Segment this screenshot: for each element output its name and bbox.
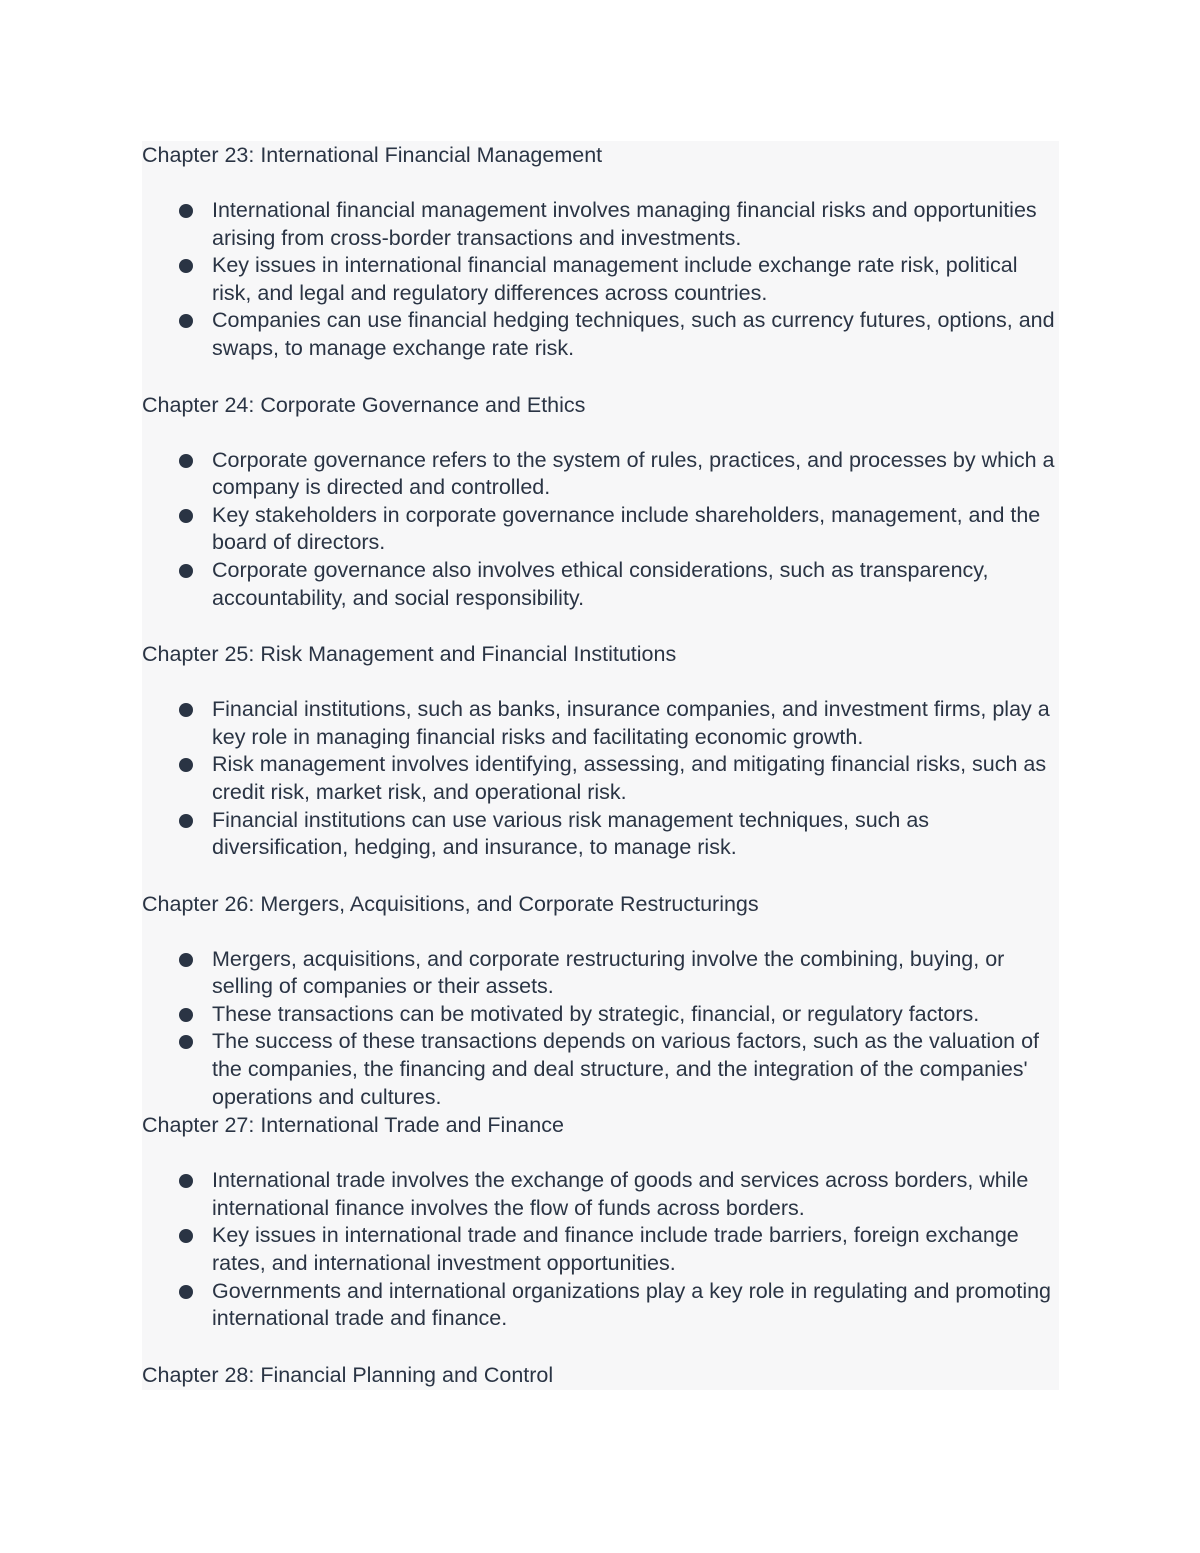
list-item <box>176 807 1059 862</box>
list-item <box>176 751 1059 806</box>
list-item-text: Key stakeholders in corporate governance include shareholders, management, and the board of directors. <box>212 502 1041 555</box>
list-item <box>176 1001 1059 1029</box>
chapter-title: Chapter 25: Risk Management and Financial Institutions <box>142 640 1059 669</box>
list-item-text: Companies can use financial hedging techniques, such as currency futures, options, and swaps, to manage exchange rate risk. <box>212 308 1055 360</box>
list-item-text: Financial institutions, such as banks, insurance companies, and investment firms, play a key role in managing financial risks and facilitating economic growth. <box>212 697 1050 749</box>
chapter-24 <box>142 391 1059 613</box>
list-item <box>176 1028 1059 1111</box>
bullet-dot-icon <box>179 564 193 578</box>
list-item <box>176 696 1059 751</box>
list-item-text: International financial management involves managing financial risks and opportunities arising from cross-border transactions and investments. <box>212 198 1037 250</box>
bullet-dot-icon <box>179 1174 193 1188</box>
list-item-text: The success of these transactions depends on various factors, such as the valuation of the companies, the financing and deal structure, and the integration of the companies' operations and cultures. <box>212 1029 1040 1109</box>
list-item <box>176 447 1059 502</box>
bullet-dot-icon <box>179 1035 193 1049</box>
list-item <box>176 1278 1059 1333</box>
list-item-text: International trade involves the exchange of goods and services across borders, while international finance involves the flow of funds across borders. <box>212 1168 1029 1220</box>
list-item-text: Financial institutions can use various risk management techniques, such as diversification, hedging, and insurance, to manage risk. <box>212 807 930 860</box>
list-item <box>176 307 1059 362</box>
chapter-title: Chapter 26: Mergers, Acquisitions, and Corporate Restructurings <box>142 890 1059 919</box>
bullet-list <box>142 447 1059 613</box>
list-item <box>176 946 1059 1001</box>
list-item-text: Risk management involves identifying, assessing, and mitigating financial risks, such as credit risk, market risk, and operational risk. <box>212 752 1047 804</box>
bullet-dot-icon <box>179 509 193 523</box>
list-item <box>176 252 1059 307</box>
list-item <box>176 502 1059 557</box>
chapter-28 <box>142 1361 1059 1390</box>
chapter-26 <box>142 890 1059 1112</box>
chapter-27 <box>142 1111 1059 1333</box>
list-item <box>176 197 1059 252</box>
list-item-text: Corporate governance also involves ethical considerations, such as transparency, accountability, and social responsibility. <box>212 557 989 610</box>
bullet-dot-icon <box>179 953 193 967</box>
bullet-dot-icon <box>179 1008 193 1022</box>
bullet-list <box>142 1167 1059 1333</box>
bullet-dot-icon <box>179 703 193 717</box>
chapter-title: Chapter 23: International Financial Management <box>142 141 1059 170</box>
bullet-dot-icon <box>179 204 193 218</box>
list-item-text: Key issues in international trade and finance include trade barriers, foreign exchange rates, and international investment opportunities. <box>212 1223 1019 1276</box>
bullet-list <box>142 696 1059 862</box>
chapter-25 <box>142 640 1059 862</box>
chapter-title: Chapter 27: International Trade and Finance <box>142 1111 1059 1140</box>
document-content <box>142 141 1059 1390</box>
bullet-dot-icon <box>179 259 193 273</box>
bullet-dot-icon <box>179 454 193 468</box>
list-item <box>176 1167 1059 1222</box>
spacer <box>142 612 1059 640</box>
bullet-dot-icon <box>179 758 193 772</box>
list-item-text: Mergers, acquisitions, and corporate restructuring involve the combining, buying, or selling of companies or their assets. <box>212 946 1005 999</box>
spacer <box>142 862 1059 890</box>
bullet-list <box>142 946 1059 1112</box>
bullet-dot-icon <box>179 1229 193 1243</box>
list-item-text: Governments and international organizations play a key role in regulating and promoting international trade and finance. <box>212 1278 1052 1331</box>
spacer <box>142 1333 1059 1361</box>
list-item-text: Key issues in international financial management include exchange rate risk, political risk, and legal and regulatory differences across countries. <box>212 253 1018 305</box>
list-item <box>176 1222 1059 1277</box>
bullet-list <box>142 197 1059 363</box>
chapter-title: Chapter 28: Financial Planning and Control <box>142 1361 1059 1390</box>
chapter-23 <box>142 141 1059 363</box>
list-item-text: Corporate governance refers to the system of rules, practices, and processes by which a company is directed and controlled. <box>212 447 1055 500</box>
bullet-dot-icon <box>179 1285 193 1299</box>
spacer <box>142 363 1059 391</box>
list-item-text: These transactions can be motivated by strategic, financial, or regulatory factors. <box>212 1001 980 1026</box>
list-item <box>176 557 1059 612</box>
bullet-dot-icon <box>179 814 193 828</box>
chapter-title: Chapter 24: Corporate Governance and Ethics <box>142 391 1059 420</box>
bullet-dot-icon <box>179 314 193 328</box>
